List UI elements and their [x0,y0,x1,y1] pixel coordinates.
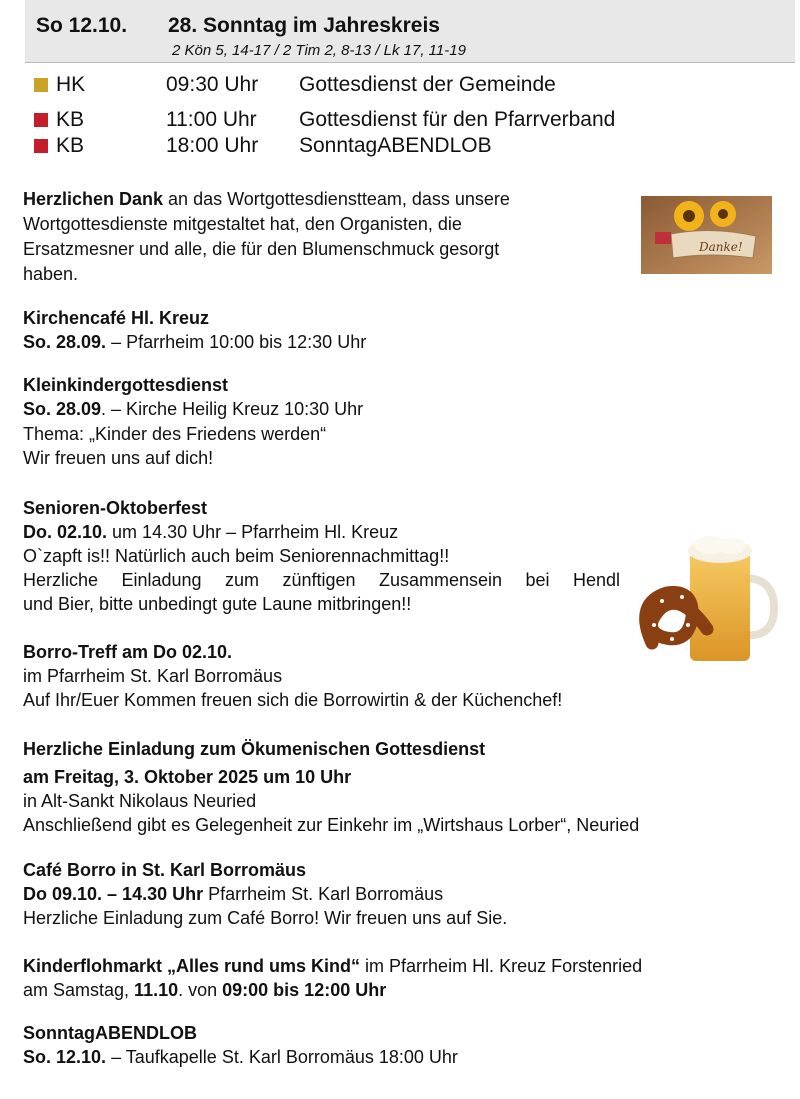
oekumene-date: am Freitag, 3. Oktober 2025 um 10 Uhr [23,767,352,787]
cafeborro-date: Do 09.10. – 14.30 Uhr [23,884,204,904]
borrotreff-line-1: im Pfarrheim St. Karl Borromäus [23,666,283,686]
service-location: KB [56,108,85,131]
service-description: Gottesdienst der Gemeinde [299,73,556,96]
cafeborro-line-2: Herzliche Einladung zum Café Borro! Wir freuen uns auf Sie. [23,908,508,928]
oktoberfest-info [23,520,398,544]
thanks-line-4: haben. [23,264,79,284]
thanks-line-1 [23,187,510,211]
location-square-icon [34,139,48,153]
service-row [34,72,734,98]
flohmarkt-title: Kinderflohmarkt „Alles rund ums Kind“ [23,956,361,976]
flohmarkt-location: im Pfarrheim Hl. Kreuz Forstenried [360,956,643,976]
pretzel-beer-image [632,533,780,668]
oktoberfest-detail: um 14.30 Uhr – Pfarrheim Hl. Kreuz [107,522,399,542]
oktoberfest-title: Senioren-Oktoberfest [23,498,208,518]
location-square-icon [34,113,48,127]
danke-sunflower-image [641,196,772,274]
thanks-text: an das Wortgottesdienstteam, dass unsere [163,189,510,209]
kirchencafe-title: Kirchencafé Hl. Kreuz [23,308,210,328]
flohmarkt-title-line [23,954,642,978]
flohmarkt-date-prefix: am Samstag, [23,980,135,1000]
kleinkinder-date: So. 28.09 [23,399,102,419]
cafeborro-info [23,882,443,906]
sunday-header [25,0,795,63]
flohmarkt-date-line [23,978,386,1002]
oktoberfest-line-2: O`zapft is!! Natürlich auch beim Seniorennachmittag!! [23,546,450,566]
service-time: 09:30 Uhr [166,73,259,96]
flohmarkt-date-sep: . von [178,980,223,1000]
service-location: KB [56,134,85,157]
borrotreff-title: Borro-Treff am Do 02.10. [23,642,233,662]
cafeborro-title: Café Borro in St. Karl Borromäus [23,860,307,880]
abendlob-date: So. 12.10. [23,1047,107,1067]
service-description: Gottesdienst für den Pfarrverband [299,108,616,131]
thanks-line-3: Ersatzmesner und alle, die für den Blumenschmuck gesorgt [23,239,500,259]
kleinkinder-theme: Thema: „Kinder des Friedens werden“ [23,424,327,444]
thanks-line-2: Wortgottesdienste mitgestaltet hat, den Organisten, die [23,214,462,234]
oekumene-title: Herzliche Einladung zum Ökumenischen Gottesdienst [23,739,486,759]
kleinkinder-info [23,397,363,421]
flohmarkt-time: 09:00 bis 12:00 Uhr [222,980,387,1000]
abendlob-detail: – Taufkapelle St. Karl Borromäus 18:00 Uhr [106,1047,458,1067]
abendlob-title: SonntagABENDLOB [23,1023,197,1043]
service-row [34,107,734,133]
kirchencafe-info [23,330,366,354]
header-date: So 12.10. [36,14,128,37]
service-time: 18:00 Uhr [166,134,259,157]
oekumene-place: in Alt-Sankt Nikolaus Neuried [23,791,257,811]
danke-image-text: Danke! [699,240,743,254]
service-time: 11:00 Uhr [166,108,257,131]
oktoberfest-line-4: und Bier, bitte unbedingt gute Laune mitbringen!! [23,594,412,614]
header-title: 28. Sonntag im Jahreskreis [168,14,440,37]
borrotreff-line-2: Auf Ihr/Euer Kommen freuen sich die Borrowirtin & der Küchenchef! [23,690,563,710]
kirchencafe-date: So. 28.09. [23,332,107,352]
header-readings: 2 Kön 5, 14-17 / 2 Tim 2, 8-13 / Lk 17, 11-19 [172,42,466,59]
oktoberfest-line-3: Herzliche Einladung zum zünftigen Zusammensein bei Hendl [23,570,620,590]
kirchencafe-detail: – Pfarrheim 10:00 bis 12:30 Uhr [106,332,367,352]
oekumene-after: Anschließend gibt es Gelegenheit zur Einkehr im „Wirtshaus Lorber“, Neuried [23,815,640,835]
service-row [34,133,734,159]
abendlob-info [23,1045,458,1069]
oktoberfest-date: Do. 02.10. [23,522,108,542]
service-location: HK [56,73,86,96]
service-description: SonntagABENDLOB [299,134,492,157]
flohmarkt-date: 11.10 [134,980,179,1000]
kleinkinder-detail: . – Kirche Heilig Kreuz 10:30 Uhr [101,399,364,419]
kleinkinder-closing: Wir freuen uns auf dich! [23,448,214,468]
thanks-bold: Herzlichen Dank [23,189,164,209]
cafeborro-detail: Pfarrheim St. Karl Borromäus [203,884,444,904]
location-square-icon [34,78,48,92]
kleinkinder-title: Kleinkindergottesdienst [23,375,229,395]
